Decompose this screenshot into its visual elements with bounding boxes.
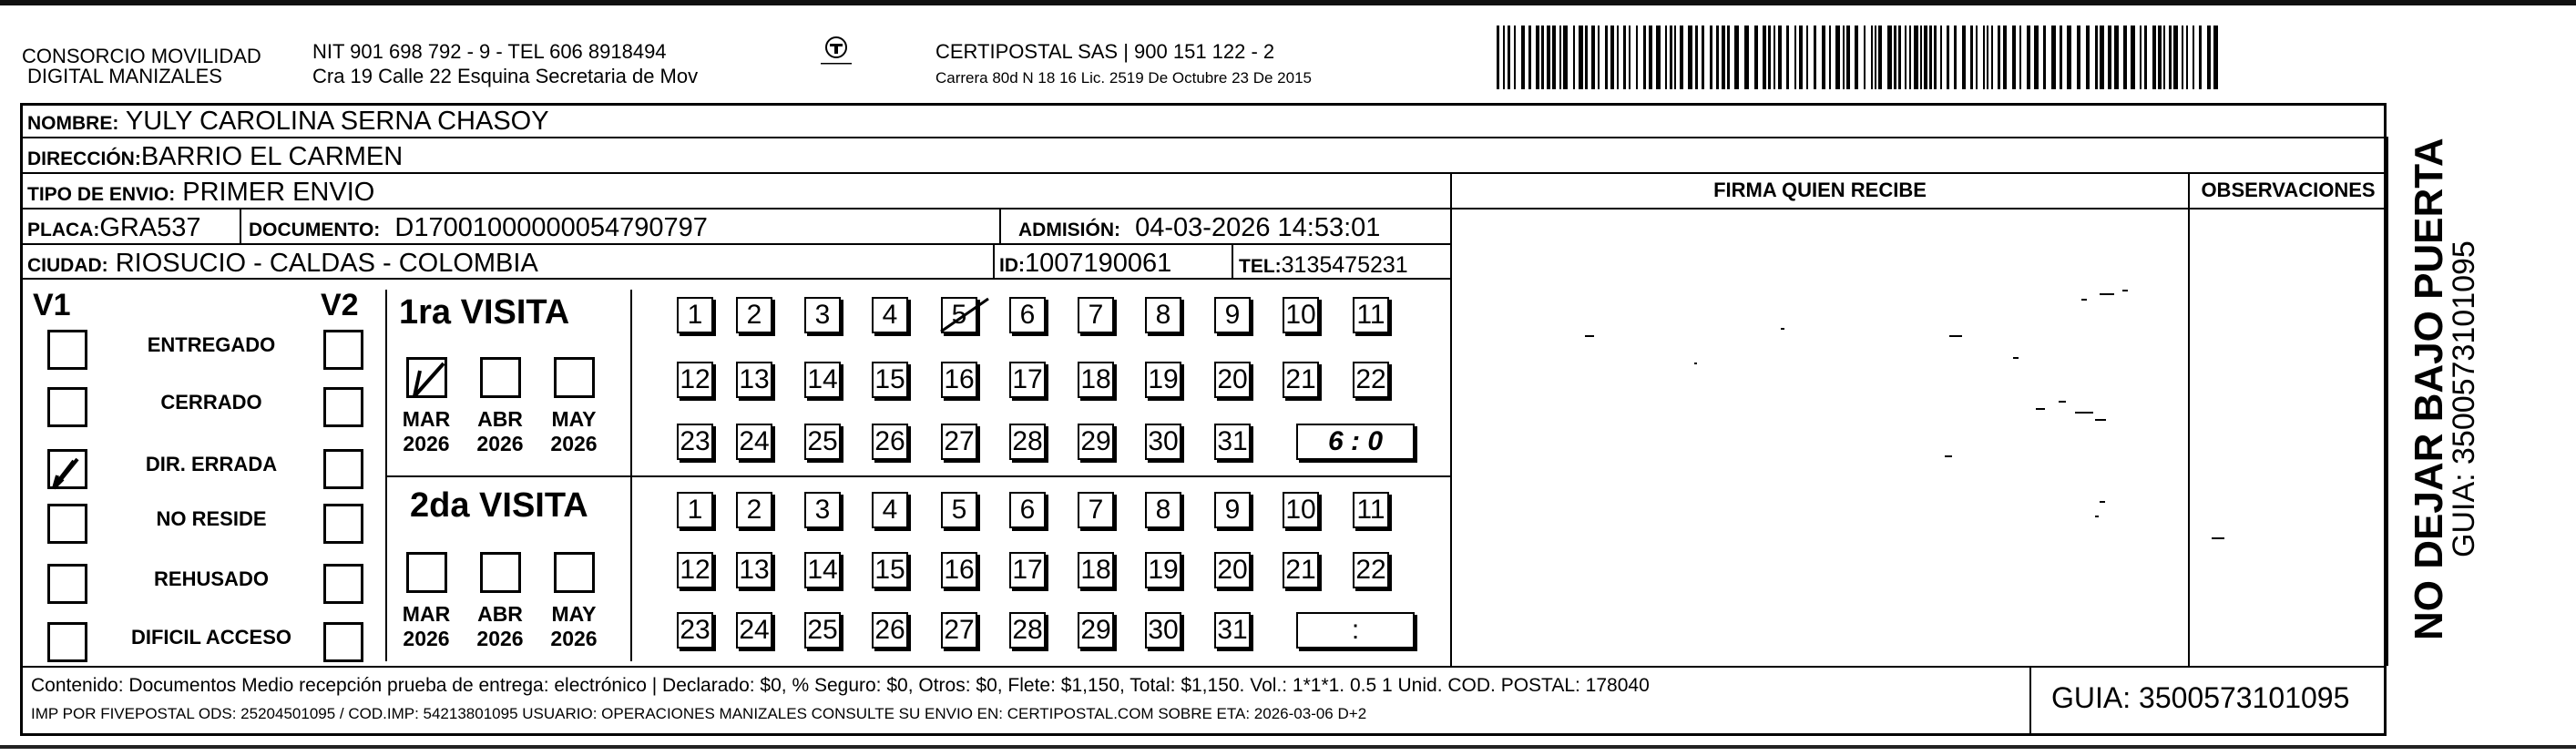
barcode-bar xyxy=(1774,26,1775,89)
documento-value: D17001000000054790797 xyxy=(394,213,708,242)
id-label: ID: xyxy=(999,255,1025,276)
tipo-envio-label: TIPO DE ENVIO: xyxy=(27,184,176,205)
day-box[interactable]: 24 xyxy=(736,612,772,649)
day-box[interactable]: 12 xyxy=(677,362,713,398)
day-box[interactable]: 18 xyxy=(1078,362,1114,398)
barcode-bar xyxy=(1688,26,1692,89)
placa-value: GRA537 xyxy=(99,213,201,242)
day-box[interactable]: 8 xyxy=(1145,297,1181,333)
barcode-bar xyxy=(1871,26,1873,89)
day-box[interactable]: 31 xyxy=(1214,424,1251,460)
barcode-bar xyxy=(1610,26,1614,89)
id-row xyxy=(999,249,1171,281)
day-box[interactable]: 22 xyxy=(1353,362,1389,398)
day-box[interactable]: 9 xyxy=(1214,297,1251,333)
day-box[interactable]: 6 xyxy=(1009,492,1046,528)
time-separator: : xyxy=(1351,615,1360,645)
company-name-line2: DIGITAL MANIZALES xyxy=(27,65,222,87)
barcode-bar xyxy=(1786,26,1789,89)
barcode-bar xyxy=(2193,26,2194,89)
day-box[interactable]: 20 xyxy=(1214,552,1251,588)
ink-speck xyxy=(2095,516,2099,517)
month-year: 2026 xyxy=(550,432,598,455)
day-box[interactable]: 13 xyxy=(736,552,772,588)
day-box[interactable]: 19 xyxy=(1145,552,1181,588)
day-box[interactable]: 27 xyxy=(941,424,977,460)
admision-label: ADMISIÓN: xyxy=(1018,220,1120,240)
day-box[interactable]: 9 xyxy=(1214,492,1251,528)
barcode-bar xyxy=(2152,26,2156,89)
barcode-bar xyxy=(1947,26,1949,89)
nombre-value: YULY CAROLINA SERNA CHASOY xyxy=(125,107,549,136)
company-name-line1: CONSORCIO MOVILIDAD xyxy=(22,45,261,67)
time-written: 6 : 0 xyxy=(1327,426,1384,456)
barcode-bar xyxy=(1722,26,1725,89)
month-checkbox[interactable] xyxy=(480,552,521,593)
direccion-row xyxy=(27,142,403,174)
barcode-bar xyxy=(2173,26,2178,89)
barcode-bar xyxy=(1835,26,1840,89)
cell-divider xyxy=(999,208,1001,243)
barcode-bar xyxy=(1940,26,1942,89)
barcode-bar xyxy=(1864,26,1866,89)
status-label: NO RESIDE xyxy=(156,507,267,530)
ink-speck xyxy=(2095,419,2106,421)
day-box[interactable]: 15 xyxy=(872,552,908,588)
barcode-bar xyxy=(2012,26,2016,89)
barcode-bar xyxy=(1734,26,1739,89)
placa-label: PLACA: xyxy=(27,220,100,240)
barcode-bar xyxy=(1924,26,1927,89)
day-box[interactable]: 25 xyxy=(804,612,841,649)
ciudad-row xyxy=(27,249,538,281)
barcode-bar xyxy=(2019,26,2021,89)
month-checkbox[interactable] xyxy=(554,357,595,398)
cell-divider xyxy=(1232,243,1233,278)
observaciones-header: OBSERVACIONES xyxy=(2201,179,2376,201)
day-box[interactable]: 4 xyxy=(872,297,908,333)
barcode-bar xyxy=(1521,26,1525,89)
day-box[interactable]: 26 xyxy=(872,424,908,460)
ink-speck xyxy=(1945,455,1952,457)
month-label xyxy=(399,602,454,651)
month-year: 2026 xyxy=(476,627,524,650)
barcode-bar xyxy=(1636,26,1638,89)
barcode-bar xyxy=(1806,26,1808,89)
barcode-bar xyxy=(1579,26,1583,89)
day-box[interactable]: 7 xyxy=(1078,297,1114,333)
v1-checkbox[interactable] xyxy=(47,564,87,604)
barcode-bar xyxy=(1695,26,1698,89)
day-box[interactable]: 15 xyxy=(872,362,908,398)
barcode-bar xyxy=(2186,26,2188,89)
ink-speck xyxy=(2059,401,2066,403)
barcode-bar xyxy=(1914,26,1918,89)
barcode-bar xyxy=(1598,26,1600,89)
direccion-value: BARRIO EL CARMEN xyxy=(140,142,404,171)
barcode-bar xyxy=(1617,26,1619,89)
barcode-bar xyxy=(2213,26,2218,89)
v1-checkbox[interactable] xyxy=(47,449,87,489)
time-box[interactable] xyxy=(1296,612,1415,649)
barcode-bar xyxy=(2144,26,2147,89)
barcode-bar xyxy=(1822,26,1825,89)
admision-value: 04-03-2026 14:53:01 xyxy=(1135,213,1381,242)
direccion-label: DIRECCIÓN: xyxy=(27,148,141,169)
status-label: DIFICIL ACCESO xyxy=(130,626,291,649)
time-box[interactable] xyxy=(1296,424,1415,460)
day-box[interactable]: 5 xyxy=(941,297,977,333)
barcode-bar xyxy=(1954,26,1957,89)
observaciones-column-divider xyxy=(2188,172,2190,666)
barcode-bar xyxy=(1552,26,1556,89)
barcode-bar xyxy=(2051,26,2056,89)
month-label xyxy=(547,602,601,651)
status-label: REHUSADO xyxy=(154,567,269,590)
right-frame-divider xyxy=(2387,137,2388,666)
ink-speck xyxy=(2122,290,2128,291)
barcode-bar xyxy=(2158,26,2162,89)
day-box[interactable]: 28 xyxy=(1009,424,1046,460)
barcode-bar xyxy=(2060,26,2062,89)
tel-row xyxy=(1239,250,1408,281)
barcode-bar xyxy=(1843,26,1845,89)
day-box[interactable]: 20 xyxy=(1214,362,1251,398)
barcode-bar xyxy=(1541,26,1544,89)
barcode-bar xyxy=(1665,26,1667,89)
month-year: 2026 xyxy=(476,432,524,455)
barcode-bar xyxy=(2123,26,2127,89)
barcode-bar xyxy=(1710,26,1712,89)
imp-line: IMP POR FIVEPOSTAL ODS: 25204501095 / COD.IMP: 54213801095 USUARIO: OPERACIONES MANIZALES CONSULTE SU ENVIO EN: CERTIPOSTAL.COM SOBRE ETA: 2026-03-06 D+2 xyxy=(31,705,1367,722)
tipo-envio-row xyxy=(27,178,374,209)
visit-divider xyxy=(385,475,1450,477)
month-name: MAY xyxy=(551,602,597,626)
certipostal-logo xyxy=(817,35,855,71)
footer-guia: GUIA: 3500573101095 xyxy=(2051,681,2350,714)
id-value: 1007190061 xyxy=(1025,249,1172,278)
month-label xyxy=(473,602,527,651)
barcode-bar xyxy=(1629,26,1630,89)
month-label xyxy=(547,407,601,456)
footer-guia-divider xyxy=(2029,666,2031,736)
ink-speck xyxy=(2013,357,2019,359)
day-box[interactable]: 25 xyxy=(804,424,841,460)
month-checkbox[interactable] xyxy=(554,552,595,593)
barcode-bar xyxy=(1559,26,1561,89)
day-box[interactable]: 14 xyxy=(804,362,841,398)
courier-line: CERTIPOSTAL SAS | 900 151 122 - 2 xyxy=(935,40,1275,63)
barcode-bar xyxy=(1934,26,1937,89)
documento-row xyxy=(249,213,708,245)
barcode-bar xyxy=(1987,26,1988,89)
barcode-bar xyxy=(1814,26,1816,89)
day-box[interactable]: 29 xyxy=(1078,612,1114,649)
barcode-bar xyxy=(1643,26,1646,89)
day-box[interactable]: 2 xyxy=(736,297,772,333)
barcode-bar xyxy=(1508,26,1510,89)
barcode-bar xyxy=(1878,26,1882,89)
barcode-bar xyxy=(1727,26,1730,89)
barcode-bar xyxy=(1656,26,1661,89)
ink-speck xyxy=(1949,335,1962,337)
barcode-bar xyxy=(1846,26,1850,89)
firma-header: FIRMA QUIEN RECIBE xyxy=(1713,179,1927,201)
v1-checkbox[interactable] xyxy=(47,387,87,427)
status-label: ENTREGADO xyxy=(147,333,276,356)
barcode-bar xyxy=(2100,26,2104,89)
barcode-bar xyxy=(1573,26,1575,89)
barcode-bar xyxy=(2095,26,2098,89)
status-label: DIR. ERRADA xyxy=(145,453,278,475)
ciudad-value: RIOSUCIO - CALDAS - COLOMBIA xyxy=(115,249,538,278)
barcode-bar xyxy=(1970,26,1973,89)
day-box[interactable]: 29 xyxy=(1078,424,1114,460)
courier-address: Carrera 80d N 18 16 Lic. 2519 De Octubre 23 De 2015 xyxy=(935,69,1312,87)
barcode-bar xyxy=(1585,26,1588,89)
top-edge-line xyxy=(0,0,2576,5)
barcode-bar xyxy=(1778,26,1782,89)
day-box[interactable]: 12 xyxy=(677,552,713,588)
barcode-bar xyxy=(2131,26,2135,89)
footer-divider xyxy=(20,666,2387,668)
barcode xyxy=(1497,26,2215,89)
barcode-bar xyxy=(1514,26,1516,89)
day-box[interactable]: 24 xyxy=(736,424,772,460)
barcode-bar xyxy=(2199,26,2202,89)
month-checkbox[interactable] xyxy=(406,357,447,398)
contenido-line: Contenido: Documentos Medio recepción prueba de entrega: electrónico | Declarado: $0, % Seguro: $0, Otros: $0, Flete: $1,150, Total: $1,150. Vol.: 1*1*1. 0.5 1 Unid. COD. POSTAL: 178040 xyxy=(31,675,1650,696)
day-box[interactable]: 30 xyxy=(1145,424,1181,460)
barcode-bar xyxy=(1528,26,1531,89)
barcode-bar xyxy=(1670,26,1672,89)
day-box[interactable]: 14 xyxy=(804,552,841,588)
month-checkbox[interactable] xyxy=(480,357,521,398)
barcode-bar xyxy=(1649,26,1652,89)
barcode-bar xyxy=(2027,26,2030,89)
barcode-bar xyxy=(1768,26,1771,89)
barcode-bar xyxy=(1898,26,1901,89)
v1-checkbox[interactable] xyxy=(47,622,87,662)
barcode-bar xyxy=(2003,26,2007,89)
day-box[interactable]: 11 xyxy=(1353,492,1389,528)
barcode-bar xyxy=(1763,26,1766,89)
barcode-bar xyxy=(1991,26,1993,89)
day-box[interactable]: 10 xyxy=(1283,297,1319,333)
month-name: MAR xyxy=(402,407,451,431)
day-box[interactable]: 30 xyxy=(1145,612,1181,649)
v2-checkbox[interactable] xyxy=(323,387,363,427)
nombre-row xyxy=(27,107,549,138)
month-name: ABR xyxy=(477,602,523,626)
barcode-bar xyxy=(1920,26,1922,89)
barcode-bar xyxy=(1887,26,1892,89)
day-box[interactable]: 19 xyxy=(1145,362,1181,398)
day-box[interactable]: 17 xyxy=(1009,552,1046,588)
v2-checkbox[interactable] xyxy=(323,504,363,544)
ink-speck xyxy=(2212,537,2224,539)
v2-header: V2 xyxy=(321,288,359,322)
day-box[interactable]: 23 xyxy=(677,424,713,460)
nit-line: NIT 901 698 792 - 9 - TEL 606 8918494 xyxy=(312,40,667,63)
day-box[interactable]: 16 xyxy=(941,362,977,398)
no-dejar-bajo-puerta: NO DEJAR BAJO PUERTA xyxy=(2407,138,2451,640)
month-year: 2026 xyxy=(550,627,598,650)
day-box[interactable]: 8 xyxy=(1145,492,1181,528)
barcode-bar xyxy=(1680,26,1683,89)
day-box[interactable]: 22 xyxy=(1353,552,1389,588)
month-checkbox[interactable] xyxy=(406,552,447,593)
tel-value: 3135475231 xyxy=(1281,252,1408,278)
day-box[interactable]: 11 xyxy=(1353,297,1389,333)
ink-speck xyxy=(2081,299,2087,301)
cell-divider xyxy=(993,243,995,278)
v1-checkbox[interactable] xyxy=(47,330,87,370)
barcode-bar xyxy=(1875,26,1876,89)
month-name: ABR xyxy=(477,407,523,431)
month-name: MAY xyxy=(551,407,597,431)
barcode-bar xyxy=(1929,26,1932,89)
day-box[interactable]: 27 xyxy=(941,612,977,649)
admision-row xyxy=(1018,213,1380,245)
ink-speck xyxy=(2036,408,2045,410)
cell-divider xyxy=(240,208,241,243)
barcode-bar xyxy=(1799,26,1803,89)
barcode-bar xyxy=(2077,26,2080,89)
ink-speck xyxy=(2100,293,2114,295)
barcode-bar xyxy=(1894,26,1896,89)
month-label xyxy=(473,407,527,456)
day-box[interactable]: 23 xyxy=(677,612,713,649)
day-box[interactable]: 1 xyxy=(677,492,713,528)
barcode-bar xyxy=(1702,26,1704,89)
v2-checkbox[interactable] xyxy=(323,449,363,489)
day-box[interactable]: 26 xyxy=(872,612,908,649)
status-label: CERRADO xyxy=(160,391,262,414)
month-name: MAR xyxy=(402,602,451,626)
day-box[interactable]: 17 xyxy=(1009,362,1046,398)
placa-row xyxy=(27,213,201,245)
month-year: 2026 xyxy=(403,432,450,455)
day-box[interactable]: 16 xyxy=(941,552,977,588)
barcode-bar xyxy=(1744,26,1749,89)
v2-checkbox[interactable] xyxy=(323,564,363,604)
day-box[interactable]: 2 xyxy=(736,492,772,528)
day-box[interactable]: 4 xyxy=(872,492,908,528)
barcode-bar xyxy=(1855,26,1858,89)
barcode-bar xyxy=(1998,26,2000,89)
barcode-bar xyxy=(2034,26,2039,89)
nombre-label: NOMBRE: xyxy=(27,113,119,134)
day-box[interactable]: 13 xyxy=(736,362,772,398)
ink-speck xyxy=(2100,501,2105,503)
firma-column-divider xyxy=(1450,172,1452,666)
barcode-bar xyxy=(1962,26,1966,89)
barcode-bar xyxy=(1547,26,1550,89)
column-header-divider xyxy=(1450,208,2387,209)
barcode-bar xyxy=(1829,26,1831,89)
barcode-bar xyxy=(1794,26,1796,89)
barcode-bar xyxy=(2067,26,2071,89)
v1-header: V1 xyxy=(33,288,71,322)
barcode-bar xyxy=(1563,26,1568,89)
first-visit-label: 1ra VISITA xyxy=(399,293,570,332)
ink-speck xyxy=(2075,412,2093,414)
barcode-bar xyxy=(1905,26,1906,89)
barcode-bar xyxy=(2114,26,2119,89)
barcode-bar xyxy=(1909,26,1911,89)
barcode-bar xyxy=(2140,26,2142,89)
barcode-bar xyxy=(1536,26,1539,89)
barcode-bar xyxy=(2043,26,2046,89)
barcode-bar xyxy=(1605,26,1608,89)
ink-speck xyxy=(1585,335,1594,337)
v1-checkbox[interactable] xyxy=(47,504,87,544)
bottom-edge-line xyxy=(0,745,2576,749)
v2-checkbox[interactable] xyxy=(323,330,363,370)
barcode-bar xyxy=(1716,26,1719,89)
barcode-bar xyxy=(1623,26,1626,89)
documento-label: DOCUMENTO: xyxy=(249,220,381,240)
day-box[interactable]: 31 xyxy=(1214,612,1251,649)
company-address: Cra 19 Calle 22 Esquina Secretaria de Mov xyxy=(312,65,699,87)
day-box[interactable]: 3 xyxy=(804,297,841,333)
month-year: 2026 xyxy=(403,627,450,650)
tel-label: TEL: xyxy=(1239,256,1282,277)
barcode-bar xyxy=(1983,26,1985,89)
day-box[interactable]: 18 xyxy=(1078,552,1114,588)
day-box[interactable]: 7 xyxy=(1078,492,1114,528)
day-box[interactable]: 21 xyxy=(1283,362,1319,398)
day-box[interactable]: 3 xyxy=(804,492,841,528)
barcode-bar xyxy=(1754,26,1758,89)
ink-speck xyxy=(1694,363,1697,364)
day-box[interactable]: 28 xyxy=(1009,612,1046,649)
barcode-bar xyxy=(1976,26,1978,89)
barcode-bar xyxy=(2163,26,2165,89)
second-visit-label: 2da VISITA xyxy=(410,486,588,525)
barcode-bar xyxy=(1674,26,1676,89)
barcode-bar xyxy=(2207,26,2211,89)
day-box[interactable]: 5 xyxy=(941,492,977,528)
barcode-bar xyxy=(1503,26,1505,89)
ciudad-label: CIUDAD: xyxy=(27,255,108,276)
barcode-bar xyxy=(2086,26,2090,89)
barcode-bar xyxy=(1497,26,1499,89)
day-box[interactable]: 6 xyxy=(1009,297,1046,333)
guia-vertical: GUIA: 3500573101095 xyxy=(2447,240,2481,557)
month-label xyxy=(399,407,454,456)
v2-checkbox[interactable] xyxy=(323,622,363,662)
day-box[interactable]: 21 xyxy=(1283,552,1319,588)
day-box[interactable]: 10 xyxy=(1283,492,1319,528)
barcode-bar xyxy=(2182,26,2183,89)
ink-speck xyxy=(1781,328,1784,330)
day-box[interactable]: 1 xyxy=(677,297,713,333)
barcode-bar xyxy=(1591,26,1595,89)
barcode-bar xyxy=(2108,26,2111,89)
tipo-envio-value: PRIMER ENVIO xyxy=(182,178,375,207)
barcode-bar xyxy=(2169,26,2172,89)
